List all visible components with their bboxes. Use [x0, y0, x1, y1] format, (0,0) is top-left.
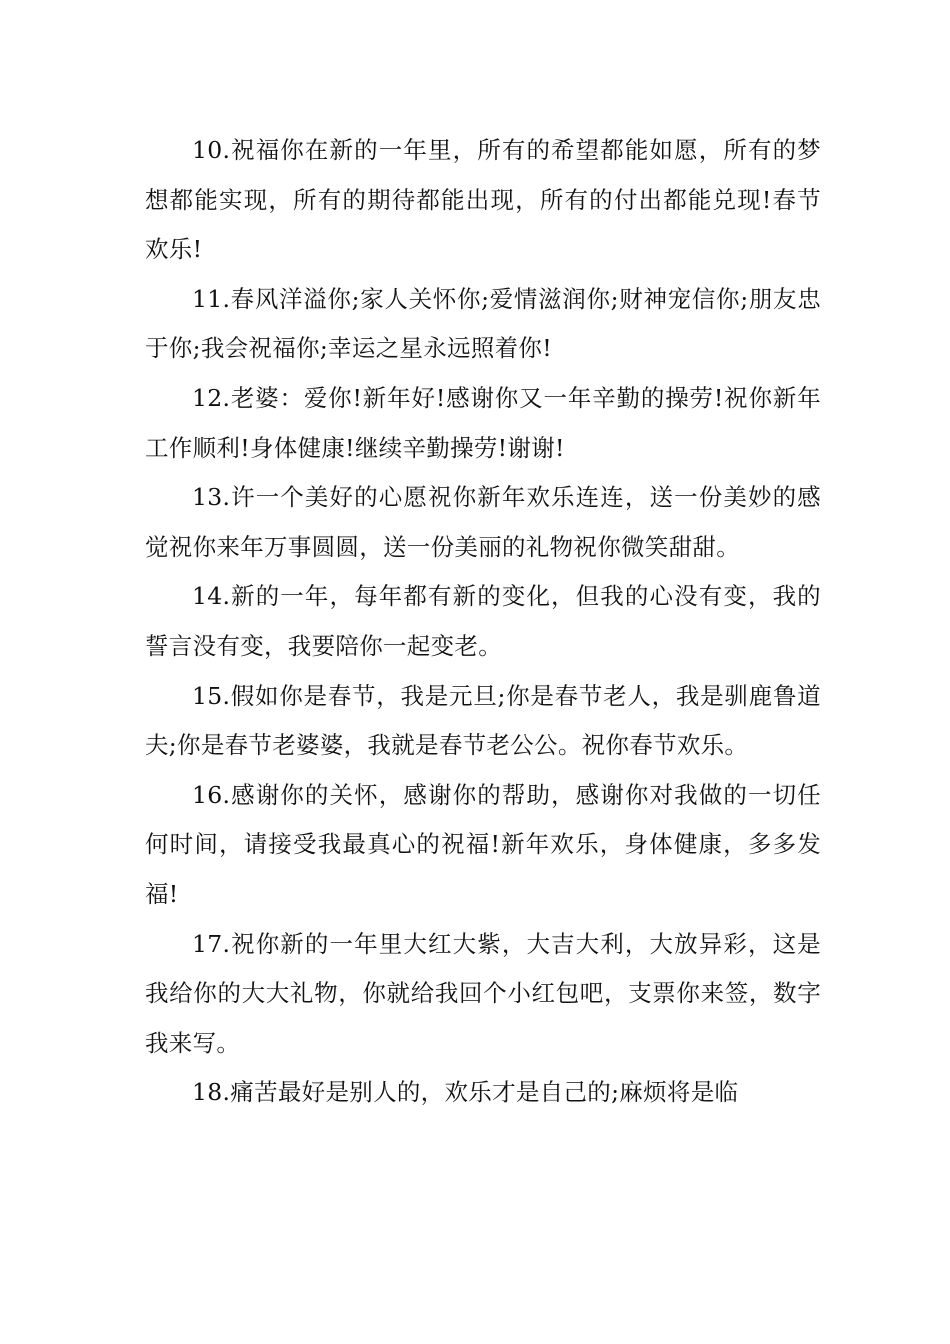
- paragraph-10: 10.祝福你在新的一年里，所有的希望都能如愿，所有的梦想都能实现，所有的期待都能出现，所有的付出都能兑现!春节欢乐!: [145, 136, 821, 264]
- paragraph-14: 14.新的一年，每年都有新的变化，但我的心没有变，我的誓言没有变，我要陪你一起变老。: [145, 582, 821, 660]
- paragraph-17: 17.祝你新的一年里大红大紫，大吉大利，大放异彩，这是我给你的大大礼物，你就给我回个小红包吧，支票你来签，数字我来写。: [145, 929, 821, 1057]
- paragraph-12: 12.老婆：爱你!新年好!感谢你又一年辛勤的操劳!祝你新年工作顺利!身体健康!继续辛勤操劳!谢谢!: [145, 383, 821, 462]
- paragraph-15: 15.假如你是春节，我是元旦;你是春节老人，我是驯鹿鲁道夫;你是春节老婆婆，我就是春节老公公。祝你春节欢乐。: [145, 681, 821, 760]
- paragraph-11: 11.春风洋溢你;家人关怀你;爱情滋润你;财神宠信你;朋友忠于你;我会祝福你;幸运之星永远照着你!: [145, 284, 821, 363]
- paragraph-16: 16.感谢你的关怀，感谢你的帮助，感谢你对我做的一切任何时间，请接受我最真心的祝福!新年欢乐，身体健康，多多发福!: [145, 780, 821, 908]
- paragraph-18: 18.痛苦最好是别人的，欢乐才是自己的;麻烦将是临: [192, 1078, 739, 1107]
- document-body: [145, 126, 821, 1118]
- paragraph-13: 13.许一个美好的心愿祝你新年欢乐连连，送一份美妙的感觉祝你来年万事圆圆，送一份美丽的礼物祝你微笑甜甜。: [145, 483, 821, 561]
